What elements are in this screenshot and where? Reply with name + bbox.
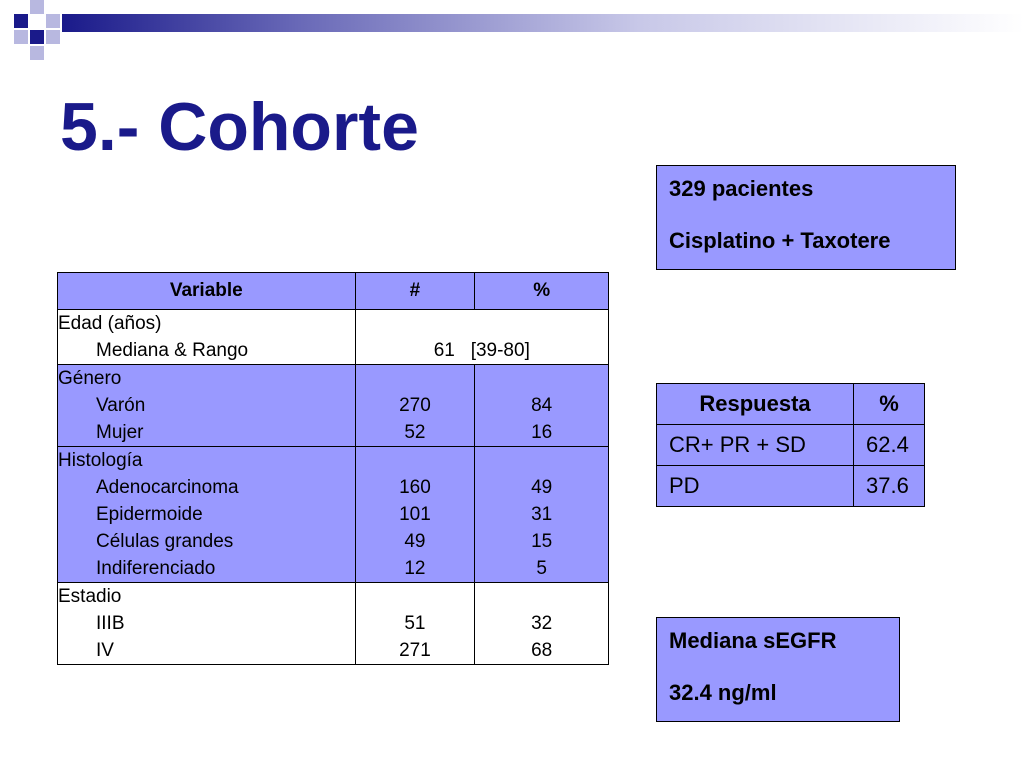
table-cell-percent: 15: [531, 531, 553, 552]
table-cell-percent: 32: [531, 613, 553, 634]
response-value: 37.6: [854, 466, 925, 507]
header-gradient-bar: [62, 14, 1024, 32]
summary-box: [656, 165, 956, 270]
table-cell-count: 49: [404, 531, 426, 552]
summary-patients: 329 pacientes: [669, 176, 814, 201]
summary-treatment: Cisplatino + Taxotere: [669, 228, 891, 253]
genero-label: Género: [58, 368, 122, 389]
table-cell-percent: 5: [536, 558, 547, 579]
edad-value: 61 [39-80]: [433, 340, 530, 361]
estadio-label: Estadio: [58, 586, 122, 607]
table-row-label: Mujer: [96, 422, 144, 443]
table-cell-percent: 31: [531, 504, 553, 525]
response-header-row: [657, 384, 925, 425]
response-label: CR+ PR + SD: [657, 425, 854, 466]
table-row-label: IV: [96, 640, 114, 661]
table-cell-count: 12: [404, 558, 426, 579]
edad-sub: Mediana & Rango: [96, 340, 249, 361]
col-header-variable: Variable: [58, 273, 356, 310]
table-cell-count: 270: [399, 395, 431, 416]
table-row: [657, 425, 925, 466]
table-cell-percent: 16: [531, 422, 553, 443]
cohort-table: [57, 272, 609, 665]
table-cell-percent: 84: [531, 395, 553, 416]
response-label: PD: [657, 466, 854, 507]
col-header-count: #: [355, 273, 475, 310]
table-row-label: Adenocarcinoma: [96, 477, 239, 498]
table-cell-count: 271: [399, 640, 431, 661]
table-row: [657, 466, 925, 507]
table-cell-percent: 68: [531, 640, 553, 661]
table-row-estadio: [58, 583, 609, 665]
edad-label: Edad (años): [58, 313, 162, 334]
egfr-box: [656, 617, 900, 722]
col-header-percent: %: [475, 273, 609, 310]
response-header-percent: %: [854, 384, 925, 425]
egfr-label: Mediana sEGFR: [669, 628, 837, 653]
histologia-label: Histología: [58, 450, 143, 471]
table-row-histologia: [58, 447, 609, 583]
response-header-label: Respuesta: [657, 384, 854, 425]
page-title: 5.- Cohorte: [60, 89, 419, 165]
table-cell-count: 101: [399, 504, 431, 525]
table-row-edad: [58, 310, 609, 365]
table-header-row: [58, 273, 609, 310]
response-value: 62.4: [854, 425, 925, 466]
egfr-value: 32.4 ng/ml: [669, 680, 777, 705]
table-row-label: Células grandes: [96, 531, 234, 552]
table-cell-count: 51: [404, 613, 426, 634]
response-table: [656, 383, 925, 507]
table-row-label: Indiferenciado: [96, 558, 216, 579]
table-row-label: Epidermoide: [96, 504, 203, 525]
table-row-label: IIIB: [96, 613, 125, 634]
table-row-label: Varón: [96, 395, 146, 416]
table-cell-count: 160: [399, 477, 431, 498]
table-cell-percent: 49: [531, 477, 553, 498]
table-cell-count: 52: [404, 422, 426, 443]
table-row-genero: [58, 365, 609, 447]
